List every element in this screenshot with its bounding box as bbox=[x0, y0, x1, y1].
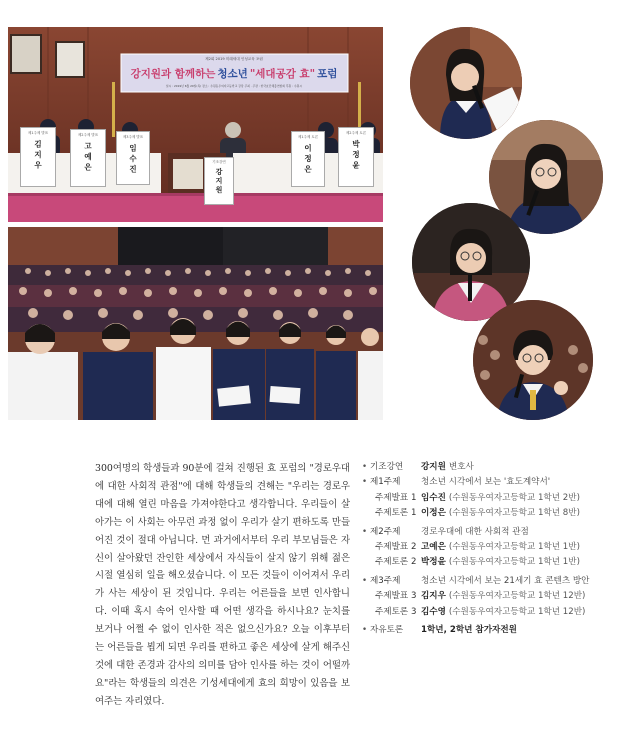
article-paragraph: 300여명의 학생들과 90분에 걸쳐 진행된 효 포럼의 "경로우대에 대한 사회적 관점"에 대해 학생들의 견해는 "우리는 경로우대에 대해 열린 마음을 가져야한다고 생각합니다. 우리들이 살아가는 이 사회는 아무런 과정 없이 우리가 살기 편하도록 만들어진 것이 절대 아닙니다. 먼 과거에서부터 우리 부모님들은 자신이 살아왔던 잔인한 세상에서 자식들이 살지 않기 위해 젊은 시절 열심히 일을 해오셨습니다. 이 모든 것들이 이어져서 우리가 사는 세상이 된 것입니다. 우리는 어른들을 보면 인사합니다. 이때 혹시 속어 인사할 때 어떤 생각을 하시나요? 눈치를 보거나 어쩔 수 없이 인사한 적은 없으신가요? 오늘 이후부터는 어른들을 뵙게 되면 우리를 편하고 좋은 세상에 살게 해주신 것에 대한 존경과 감사의 의미를 담아 인사를 하는 것이 어떨까요"라는 학생들의 의견은 기성세대에게 효의 희망이 있음을 보여주는 자리였다. bbox=[95, 463, 350, 707]
forum-stage-photo bbox=[8, 27, 383, 222]
speaker-role: 주제발표 2 bbox=[375, 541, 417, 552]
keynote-label: 기조강연 bbox=[370, 462, 404, 472]
speaker-affiliation: (수원동우여자고등학교 1학년 1반) bbox=[448, 541, 580, 552]
banner-info-text: 일시 : 2019년 6월 20일(목) 장소 : 수원동우여자고등학교 강당 주최 · 주관 : 한국효단체총연합회 후원 : 수원시 bbox=[165, 84, 303, 88]
banner-title-part3: "세대공감 효" bbox=[249, 68, 316, 80]
svg-text:강지원과 함께하는청소년"세대공감 효"포럼 bbox=[131, 67, 338, 80]
program-list bbox=[362, 460, 624, 639]
program-topic-2 bbox=[362, 525, 624, 540]
bullet: • bbox=[362, 526, 368, 537]
topic-title: 경로우대에 대한 사회적 관점 bbox=[421, 526, 529, 537]
nameplate: 제2주제 발표 고예은 bbox=[70, 129, 106, 187]
nameplate: 기조강연 강지원 bbox=[204, 157, 234, 205]
nameplate: 제3주제 발표 임수진 bbox=[116, 131, 150, 185]
program-speaker bbox=[362, 605, 624, 620]
banner-title-part2: 청소년 bbox=[217, 68, 248, 80]
keynote-suffix: 변호사 bbox=[448, 462, 474, 472]
speaker-name: 고예은 bbox=[421, 541, 446, 552]
speaker-role: 주제토론 3 bbox=[375, 606, 417, 617]
speaker-affiliation: (수원동우여자고등학교 1학년 1반) bbox=[448, 557, 580, 568]
speaker-affiliation: (수원동우여자고등학교 1학년 12반) bbox=[448, 591, 586, 602]
topic-title: 청소년 시각에서 보는 '효도계약서' bbox=[421, 477, 551, 488]
free-content: 1학년, 2학년 참가자전원 bbox=[421, 625, 517, 636]
program-speaker bbox=[362, 506, 624, 521]
program-speaker bbox=[362, 540, 624, 555]
speaker-name: 임수진 bbox=[421, 492, 446, 503]
nameplate: 제1주제 토론 이정은 bbox=[291, 131, 325, 187]
nameplate: 제1주제 발표 김지우 bbox=[20, 127, 56, 187]
speaker-role: 주제토론 1 bbox=[375, 507, 417, 518]
bullet: • bbox=[362, 576, 368, 587]
speaker-name: 김수영 bbox=[421, 606, 446, 617]
program-speaker bbox=[362, 589, 624, 604]
topic-label: 제3주제 bbox=[370, 576, 401, 587]
bullet: • bbox=[362, 477, 368, 488]
program-free-discussion bbox=[362, 623, 624, 638]
portrait-speaker-1 bbox=[410, 27, 522, 139]
topic-label: 제1주제 bbox=[370, 477, 401, 488]
bullet: • bbox=[362, 462, 368, 472]
speaker-affiliation: (수원동우여자고등학교 1학년 12반) bbox=[448, 606, 586, 617]
keynote-name: 강지원 bbox=[421, 462, 446, 472]
portrait-speaker-4 bbox=[473, 300, 593, 420]
speaker-name: 이정은 bbox=[421, 507, 446, 518]
program-speaker bbox=[362, 491, 624, 506]
banner-small-text: 제2회 2019 미래세대 인성교육 포럼 bbox=[205, 57, 263, 61]
speaker-affiliation: (수원동우여자고등학교 1학년 8반) bbox=[448, 507, 580, 518]
speaker-name: 박정윤 bbox=[421, 557, 446, 568]
free-label: 자유토론 bbox=[370, 625, 404, 636]
speaker-role: 주제발표 3 bbox=[375, 591, 417, 602]
bullet: • bbox=[362, 625, 368, 636]
banner-title-part1: 강지원과 함께하는 bbox=[130, 68, 216, 80]
program-speaker bbox=[362, 555, 624, 570]
nameplate: 제2주제 토론 박정윤 bbox=[338, 127, 374, 187]
program-topic-3 bbox=[362, 574, 624, 589]
banner-title-part4: 포럼 bbox=[317, 68, 338, 80]
audience-photo bbox=[8, 227, 383, 420]
speaker-name: 김지우 bbox=[421, 591, 446, 602]
program-topic-1 bbox=[362, 475, 624, 490]
speaker-role: 주제토론 2 bbox=[375, 557, 417, 568]
program-keynote bbox=[362, 460, 624, 475]
topic-label: 제2주제 bbox=[370, 526, 401, 537]
speaker-role: 주제발표 1 bbox=[375, 492, 417, 503]
speaker-affiliation: (수원동우여자고등학교 1학년 2반) bbox=[448, 492, 580, 503]
topic-title: 청소년 시각에서 보는 21세기 효 콘텐츠 방안 bbox=[421, 576, 590, 587]
